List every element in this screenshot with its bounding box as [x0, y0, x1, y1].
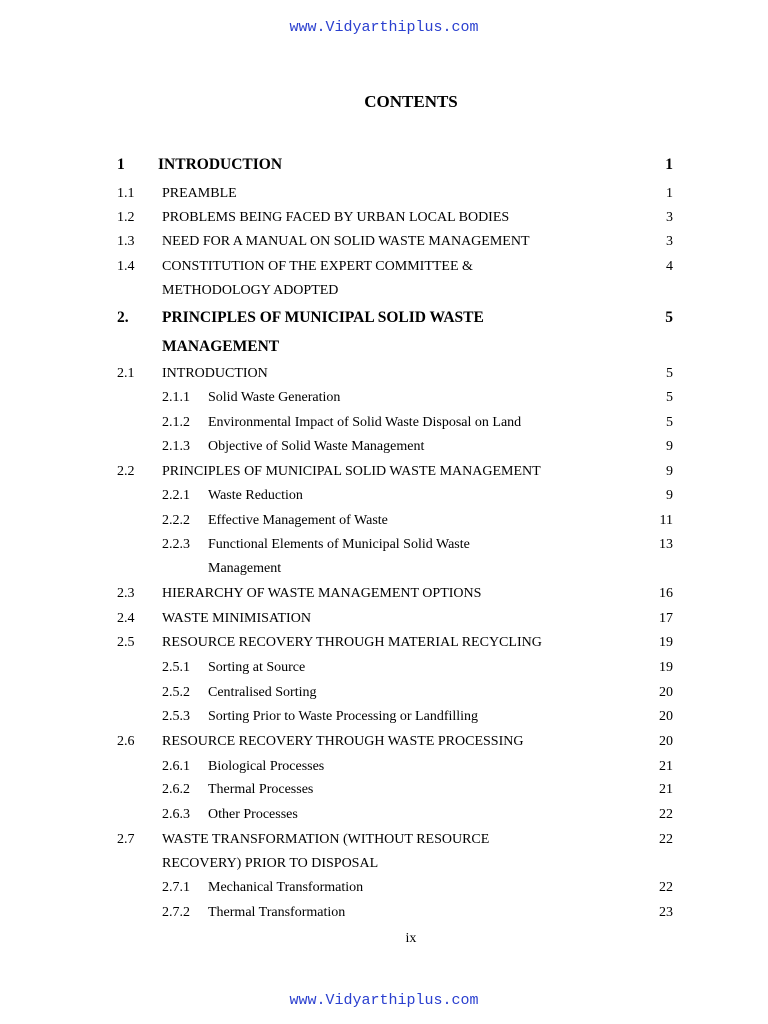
toc-entry-title: Thermal Processes: [208, 782, 314, 797]
toc-entry: [0, 560, 768, 584]
toc-entry: [0, 487, 768, 511]
toc-entry-page: 1: [665, 156, 673, 173]
toc-entry-title: Solid Waste Generation: [208, 390, 341, 405]
toc-entry-number: 2.3: [117, 586, 135, 601]
toc-entry-number: 2.1.1: [162, 390, 190, 405]
toc-entry-title: Mechanical Transformation: [208, 880, 364, 895]
toc-entry-number: 2.7.1: [162, 880, 190, 895]
toc-entry-page: 5: [666, 415, 673, 430]
toc-entry-page: 20: [659, 734, 673, 749]
toc-entry-title: INTRODUCTION: [158, 156, 283, 173]
toc-entry-page: 22: [659, 832, 673, 847]
toc-entry: [0, 365, 768, 389]
toc-entry: [0, 156, 768, 180]
toc-entry-title: WASTE MINIMISATION: [162, 611, 311, 626]
toc-entry: [0, 610, 768, 634]
toc-entry-title: Management: [208, 561, 282, 576]
toc-entry-page: 3: [666, 234, 673, 249]
toc-entry-page: 3: [666, 210, 673, 225]
toc-entry-number: 2.6.2: [162, 782, 190, 797]
toc-entry: [0, 781, 768, 805]
toc-entry: [0, 389, 768, 413]
toc-entry: [0, 414, 768, 438]
toc-entry-page: 17: [659, 611, 673, 626]
toc-entry-number: 2.5.2: [162, 685, 190, 700]
toc-entry: [0, 758, 768, 782]
toc-entry-title: Environmental Impact of Solid Waste Disposal on Land: [208, 415, 522, 430]
toc-entry-number: 2.7: [117, 832, 135, 847]
toc-entry-page: 11: [659, 513, 673, 528]
toc-entry-title: Other Processes: [208, 807, 298, 822]
toc-entry-number: 2.2: [117, 464, 135, 479]
toc-entry: [0, 282, 768, 306]
toc-entry-number: 2.5: [117, 635, 135, 650]
toc-entry-title: Biological Processes: [208, 759, 325, 774]
toc-entry-title: Sorting at Source: [208, 660, 306, 675]
toc-entry-title: Centralised Sorting: [208, 685, 317, 700]
toc-entry: [0, 904, 768, 928]
toc-entry-page: 4: [666, 259, 673, 274]
toc-entry: [0, 708, 768, 732]
toc-entry: [0, 512, 768, 536]
toc-entry: [0, 659, 768, 683]
toc-entry: [0, 463, 768, 487]
toc-entry-page: 5: [665, 309, 673, 326]
toc-entry: [0, 438, 768, 462]
toc-entry-number: 2.: [117, 309, 129, 326]
toc-entry-title: Thermal Transformation: [208, 905, 346, 920]
toc-entry-title: PRINCIPLES OF MUNICIPAL SOLID WASTE: [162, 309, 484, 326]
toc-entry: [0, 338, 768, 362]
toc-entry: [0, 855, 768, 879]
toc-entry-page: 22: [659, 880, 673, 895]
toc-entry-page: 20: [659, 685, 673, 700]
toc-entry-title: Sorting Prior to Waste Processing or Landfilling: [208, 709, 479, 724]
toc-entry-page: 9: [666, 464, 673, 479]
toc-entry-number: 1.4: [117, 259, 135, 274]
page-number: ix: [405, 931, 417, 946]
toc-entry-number: 2.1.3: [162, 439, 190, 454]
toc-entry-page: 5: [666, 366, 673, 381]
page-title: CONTENTS: [364, 92, 458, 111]
toc-entry-title: Functional Elements of Municipal Solid Waste: [208, 537, 470, 552]
toc-entry-number: 2.6.1: [162, 759, 190, 774]
toc-entry-title: RESOURCE RECOVERY THROUGH MATERIAL RECYCLING: [162, 635, 542, 650]
toc-entry-number: 2.1: [117, 366, 135, 381]
toc-entry: [0, 879, 768, 903]
toc-entry-page: 13: [659, 537, 673, 552]
toc-entry-page: 19: [659, 635, 673, 650]
toc-entry-number: 2.2.1: [162, 488, 190, 503]
toc-entry-title: Effective Management of Waste: [208, 513, 388, 528]
toc-entry-number: 1.2: [117, 210, 135, 225]
toc-entry-number: 1.1: [117, 186, 135, 201]
toc-entry-page: 1: [666, 186, 673, 201]
toc-entry-title: INTRODUCTION: [162, 366, 268, 381]
toc-entry-number: 2.2.3: [162, 537, 190, 552]
toc-entry-number: 2.6: [117, 734, 135, 749]
toc-entry-number: 2.4: [117, 611, 135, 626]
toc-entry-page: 22: [659, 807, 673, 822]
toc-entry: [0, 536, 768, 560]
toc-entry-number: 2.5.1: [162, 660, 190, 675]
toc-entry-number: 1: [117, 156, 125, 173]
toc-entry: [0, 585, 768, 609]
toc-entry-title: RECOVERY) PRIOR TO DISPOSAL: [162, 856, 379, 871]
toc-entry: [0, 831, 768, 855]
toc-entry-title: Objective of Solid Waste Management: [208, 439, 425, 454]
toc-entry-page: 20: [659, 709, 673, 724]
toc-entry-number: 2.7.2: [162, 905, 190, 920]
toc-entry-number: 2.5.3: [162, 709, 190, 724]
toc-entry-title: MANAGEMENT: [162, 338, 280, 355]
toc-entry: [0, 309, 768, 333]
toc-entry-page: 23: [659, 905, 673, 920]
toc-entry-title: NEED FOR A MANUAL ON SOLID WASTE MANAGEMENT: [162, 234, 530, 249]
watermark-top: www.Vidyarthiplus.com: [289, 19, 479, 36]
toc-entry-number: 2.1.2: [162, 415, 190, 430]
toc-entry: [0, 258, 768, 282]
toc-entry-page: 21: [659, 782, 673, 797]
toc-entry-page: 21: [659, 759, 673, 774]
toc-entry-page: 9: [666, 439, 673, 454]
toc-entry-page: 9: [666, 488, 673, 503]
toc-entry-title: PRINCIPLES OF MUNICIPAL SOLID WASTE MANAGEMENT: [162, 464, 541, 479]
toc-entry-title: CONSTITUTION OF THE EXPERT COMMITTEE &: [162, 259, 473, 274]
toc-entry: [0, 634, 768, 658]
watermark-bottom: www.Vidyarthiplus.com: [289, 992, 479, 1009]
toc-entry: [0, 733, 768, 757]
toc-entry-number: 1.3: [117, 234, 135, 249]
toc-entry: [0, 806, 768, 830]
toc-entry-title: RESOURCE RECOVERY THROUGH WASTE PROCESSING: [162, 734, 524, 749]
toc-entry-title: Waste Reduction: [208, 488, 303, 503]
toc-entry-title: HIERARCHY OF WASTE MANAGEMENT OPTIONS: [162, 586, 482, 601]
toc-entry-title: METHODOLOGY ADOPTED: [162, 283, 339, 298]
toc-entry: [0, 209, 768, 233]
toc-entry-page: 16: [659, 586, 673, 601]
toc-entry-title: PROBLEMS BEING FACED BY URBAN LOCAL BODIES: [162, 210, 510, 225]
toc-entry-number: 2.6.3: [162, 807, 190, 822]
toc-entry-title: PREAMBLE: [162, 186, 237, 201]
toc-entry: [0, 684, 768, 708]
toc-entry: [0, 233, 768, 257]
toc-entry-number: 2.2.2: [162, 513, 190, 528]
toc-entry-page: 19: [659, 660, 673, 675]
toc-entry-page: 5: [666, 390, 673, 405]
toc-entry-title: WASTE TRANSFORMATION (WITHOUT RESOURCE: [162, 832, 490, 847]
toc-entry: [0, 185, 768, 209]
